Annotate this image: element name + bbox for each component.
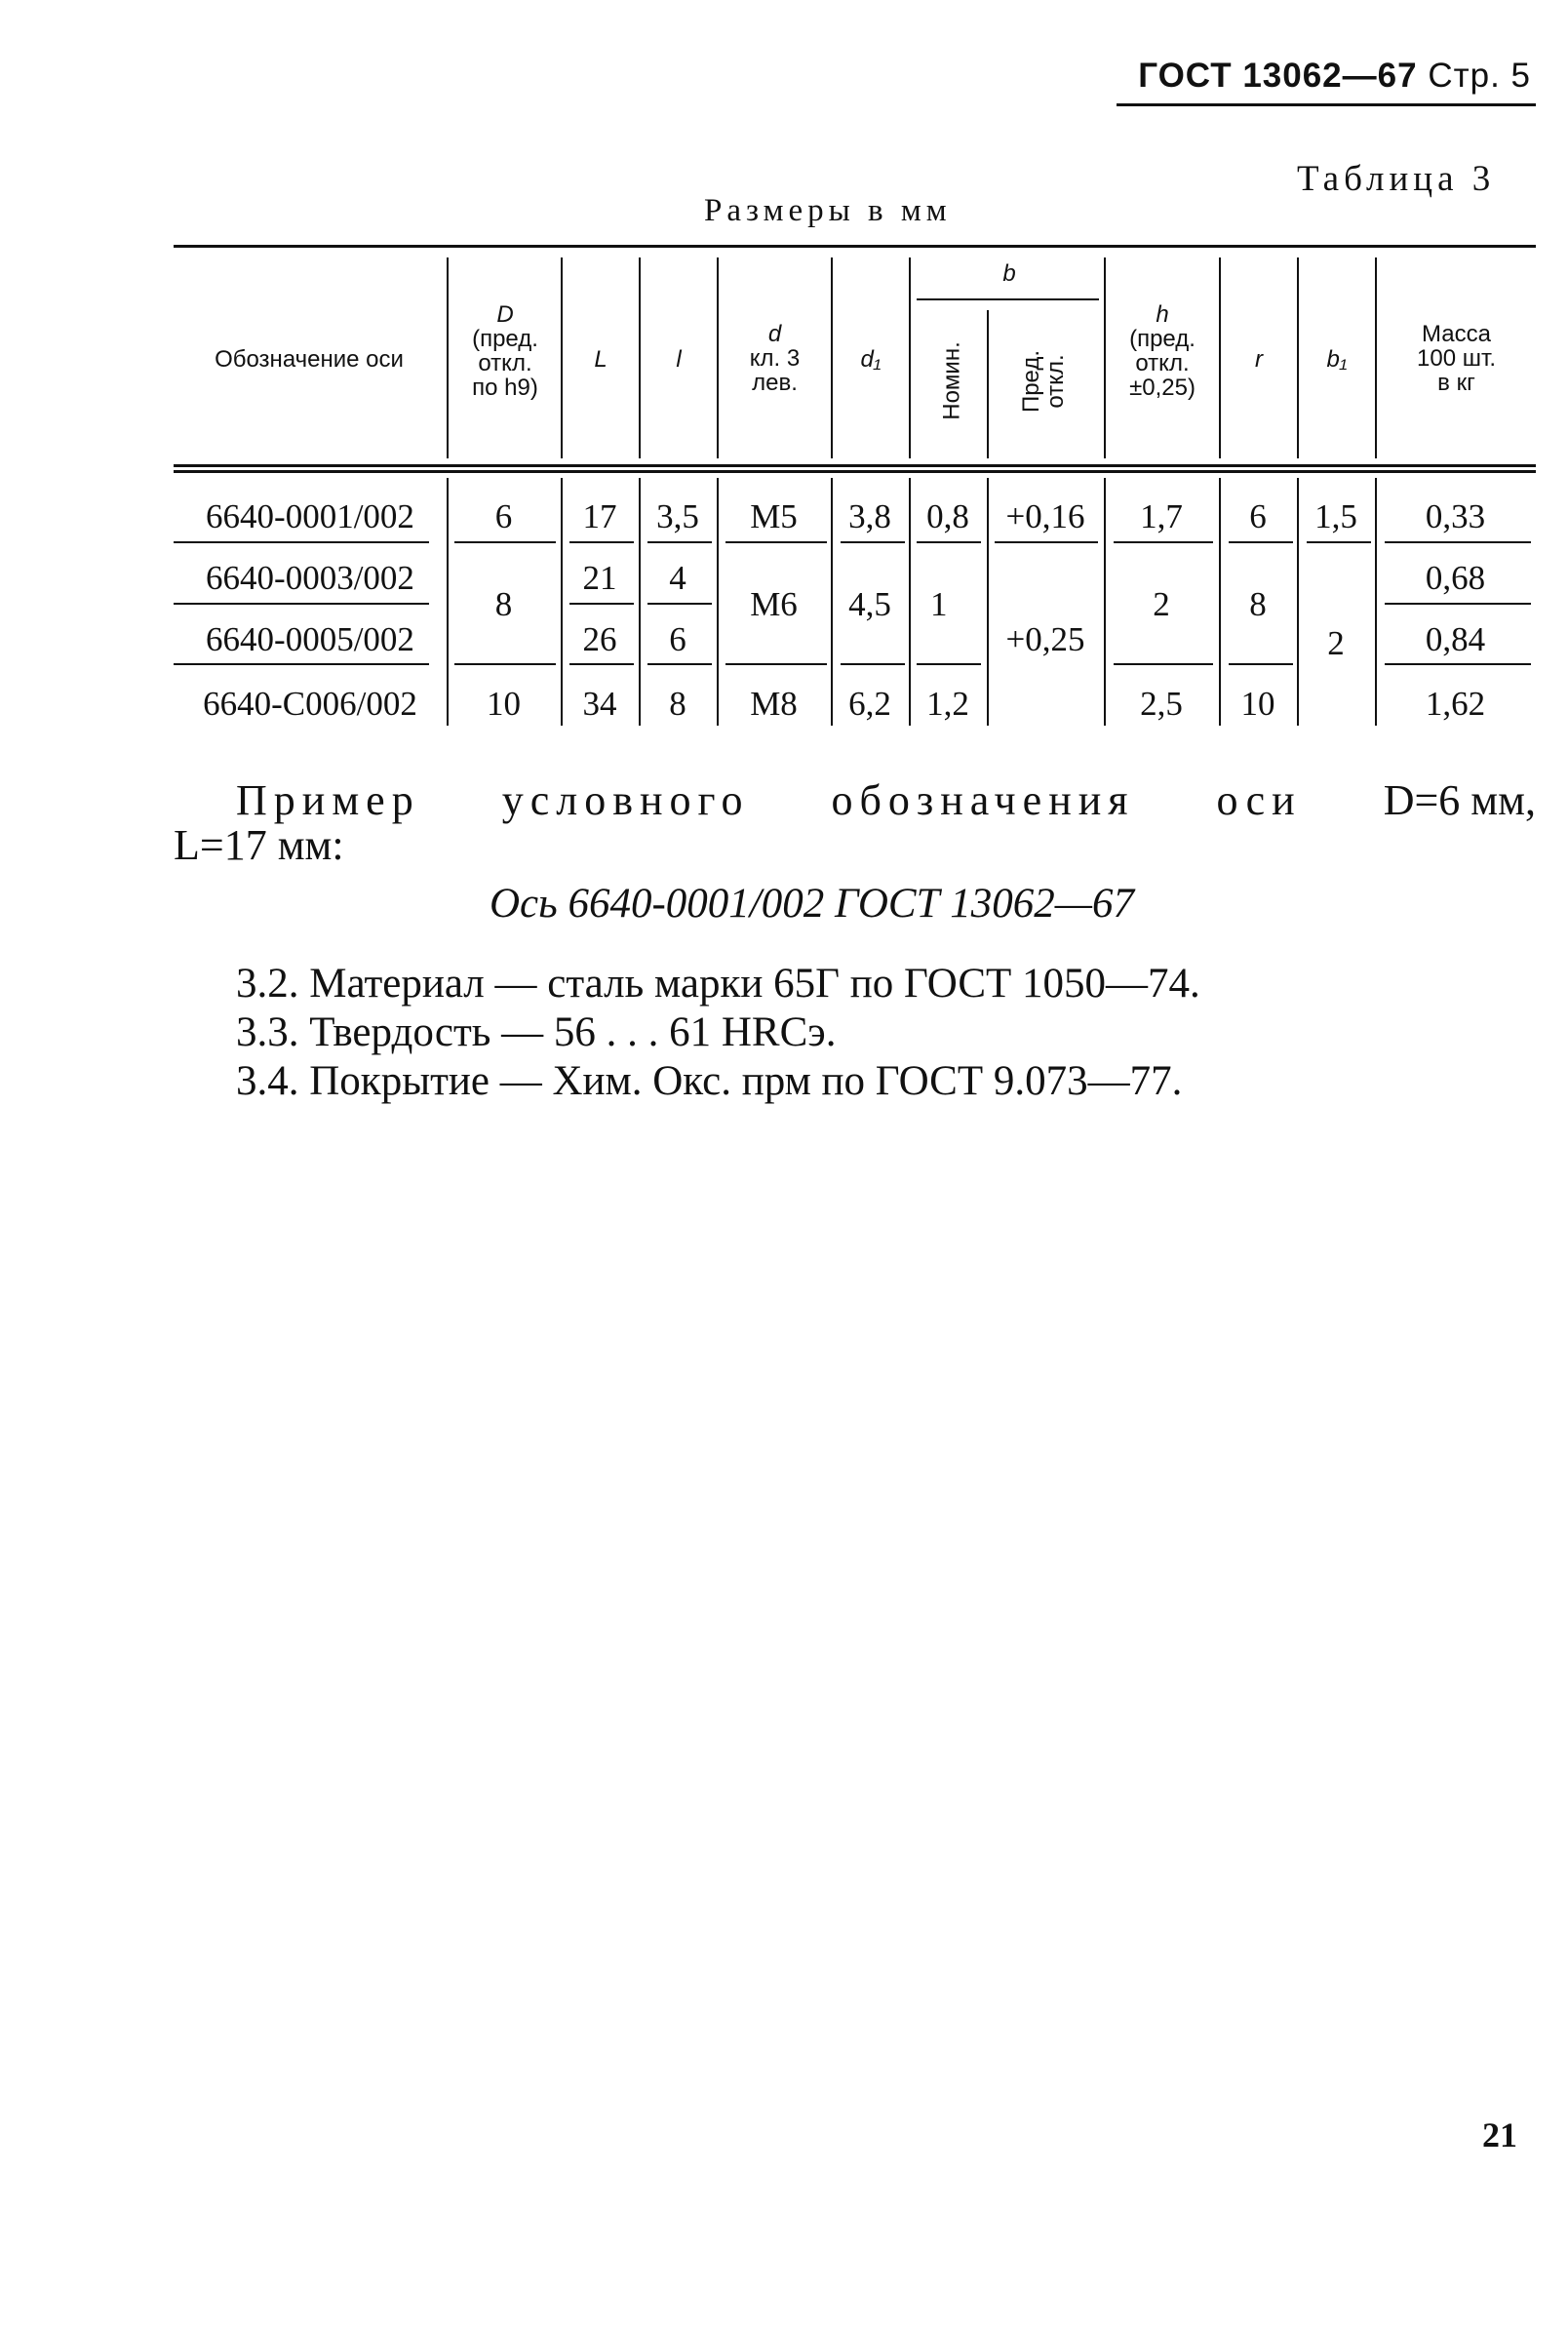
row-rule: [454, 541, 556, 543]
cell-d1: 4,5: [848, 585, 891, 623]
row-rule: [841, 663, 905, 665]
header-D-symbol: D: [496, 301, 514, 328]
row-rule: [841, 541, 905, 543]
header-b1: b₁: [1326, 346, 1348, 373]
cell-b-nominal: 1: [930, 585, 948, 623]
row-rule: [1229, 663, 1293, 665]
header-L: L: [594, 346, 608, 373]
example-intro: [236, 776, 1536, 825]
row-rule: [1114, 663, 1213, 665]
cell-d: M6: [750, 585, 798, 623]
row-rule: [1385, 603, 1531, 605]
cell-mass: 1,62: [1425, 685, 1486, 723]
table-header-rule: [174, 464, 1536, 467]
cell-L: 21: [582, 559, 617, 597]
b-group-rule: [917, 298, 1099, 300]
cell-l: 4: [669, 559, 686, 597]
cell-b-nominal: 0,8: [926, 497, 969, 535]
cell-l: 3,5: [656, 497, 699, 535]
page-label: Стр. 5: [1428, 57, 1531, 95]
header-h: [1106, 302, 1219, 400]
cell-D: 8: [494, 585, 513, 623]
col-sep: [987, 310, 989, 458]
cell-h: 2: [1153, 585, 1170, 623]
header-l: l: [676, 346, 682, 373]
table-units: Размеры в мм: [704, 193, 952, 228]
header-b-deviation: Пред. откл.: [1018, 349, 1069, 414]
cell-l: 6: [669, 620, 686, 658]
row-rule: [647, 541, 712, 543]
row-rule: [174, 663, 429, 665]
cell-d: M8: [750, 685, 798, 723]
header-r: r: [1255, 346, 1263, 373]
cell-D: 6: [494, 497, 513, 535]
cell-h: 2,5: [1140, 685, 1183, 723]
header-d-note: кл. 3 лев.: [749, 345, 801, 396]
cell-b-deviation: +0,16: [1005, 497, 1085, 535]
row-rule: [569, 603, 634, 605]
row-rule: [725, 541, 827, 543]
item-material: 3.2. Материал — сталь марки 65Г по ГОСТ 1050—74.: [236, 961, 1200, 1007]
page-header: [1138, 57, 1531, 96]
cell-L: 34: [582, 685, 617, 723]
cell-h: 1,7: [1140, 497, 1183, 535]
example-word: условного: [501, 776, 750, 824]
header-d-symbol: d: [767, 321, 782, 347]
cell-b-nominal: 1,2: [926, 685, 969, 723]
example-l-value: L=17 мм:: [174, 821, 344, 869]
col-sep: [447, 257, 449, 458]
example-word: обозначения: [831, 776, 1135, 824]
cell-mass: 0,33: [1425, 497, 1486, 535]
item-coating: 3.4. Покрытие — Хим. Окс. прм по ГОСТ 9.073—77.: [236, 1058, 1183, 1104]
example-word: оси: [1216, 776, 1302, 824]
row-rule: [995, 541, 1098, 543]
row-rule: [1385, 541, 1531, 543]
table-top-rule: [174, 245, 1536, 248]
header-h-note: (пред. откл. ±0,25): [1129, 326, 1196, 401]
cell-d: M5: [750, 497, 798, 535]
row-rule: [1114, 541, 1213, 543]
table-header-rule-2: [174, 470, 1536, 473]
header-rule: [1117, 103, 1536, 106]
row-designation: 6640-С006/002: [203, 685, 417, 723]
item-hardness: 3.3. Твердость — 56 . . . 61 HRCэ.: [236, 1009, 837, 1055]
cell-b1: 1,5: [1314, 497, 1357, 535]
cell-d1: 6,2: [848, 685, 891, 723]
cell-mass: 0,68: [1425, 559, 1486, 597]
row-rule: [1307, 541, 1371, 543]
header-b-nominal: Номин.: [938, 341, 965, 420]
row-rule: [174, 541, 429, 543]
example-designation: Ось 6640-0001/002 ГОСТ 13062—67: [490, 881, 1134, 927]
col-sep: [909, 257, 911, 458]
header-d1: d₁: [860, 346, 882, 373]
row-rule: [647, 663, 712, 665]
example-word: Пример: [236, 776, 420, 824]
cell-D: 10: [487, 685, 521, 723]
cell-b1: 2: [1327, 624, 1345, 662]
header-mass: Масса 100 шт. в кг: [1417, 321, 1496, 396]
header-D-note: (пред. откл. по h9): [472, 326, 538, 401]
header-designation: Обозначение оси: [215, 346, 404, 373]
header-b: b: [1002, 260, 1016, 287]
header-h-symbol: h: [1156, 301, 1169, 328]
row-designation: 6640-0005/002: [206, 620, 414, 658]
header-D: [451, 302, 560, 400]
row-rule: [917, 541, 981, 543]
row-rule: [1229, 541, 1293, 543]
example-d-value: D=6 мм,: [1383, 776, 1536, 824]
table-title: Таблица 3: [1297, 159, 1496, 199]
page-number: 21: [1482, 2115, 1517, 2154]
row-rule: [917, 663, 981, 665]
cell-l: 8: [669, 685, 686, 723]
cell-r: 8: [1249, 585, 1267, 623]
row-rule: [647, 603, 712, 605]
cell-r: 10: [1240, 685, 1275, 723]
cell-d1: 3,8: [848, 497, 891, 535]
header-d: [719, 322, 831, 395]
row-rule: [725, 663, 827, 665]
example-intro-line1: [236, 776, 1536, 825]
row-rule: [454, 663, 556, 665]
row-designation: 6640-0003/002: [206, 559, 414, 597]
row-rule: [569, 541, 634, 543]
row-designation: 6640-0001/002: [206, 497, 414, 535]
cell-L: 17: [582, 497, 617, 535]
cell-mass: 0,84: [1425, 620, 1486, 658]
row-rule: [569, 663, 634, 665]
cell-r: 6: [1249, 497, 1267, 535]
cell-b-deviation: +0,25: [1005, 620, 1085, 658]
standard-number: ГОСТ 13062—67: [1138, 57, 1418, 95]
row-rule: [1385, 663, 1531, 665]
cell-L: 26: [582, 620, 617, 658]
row-rule: [174, 603, 429, 605]
